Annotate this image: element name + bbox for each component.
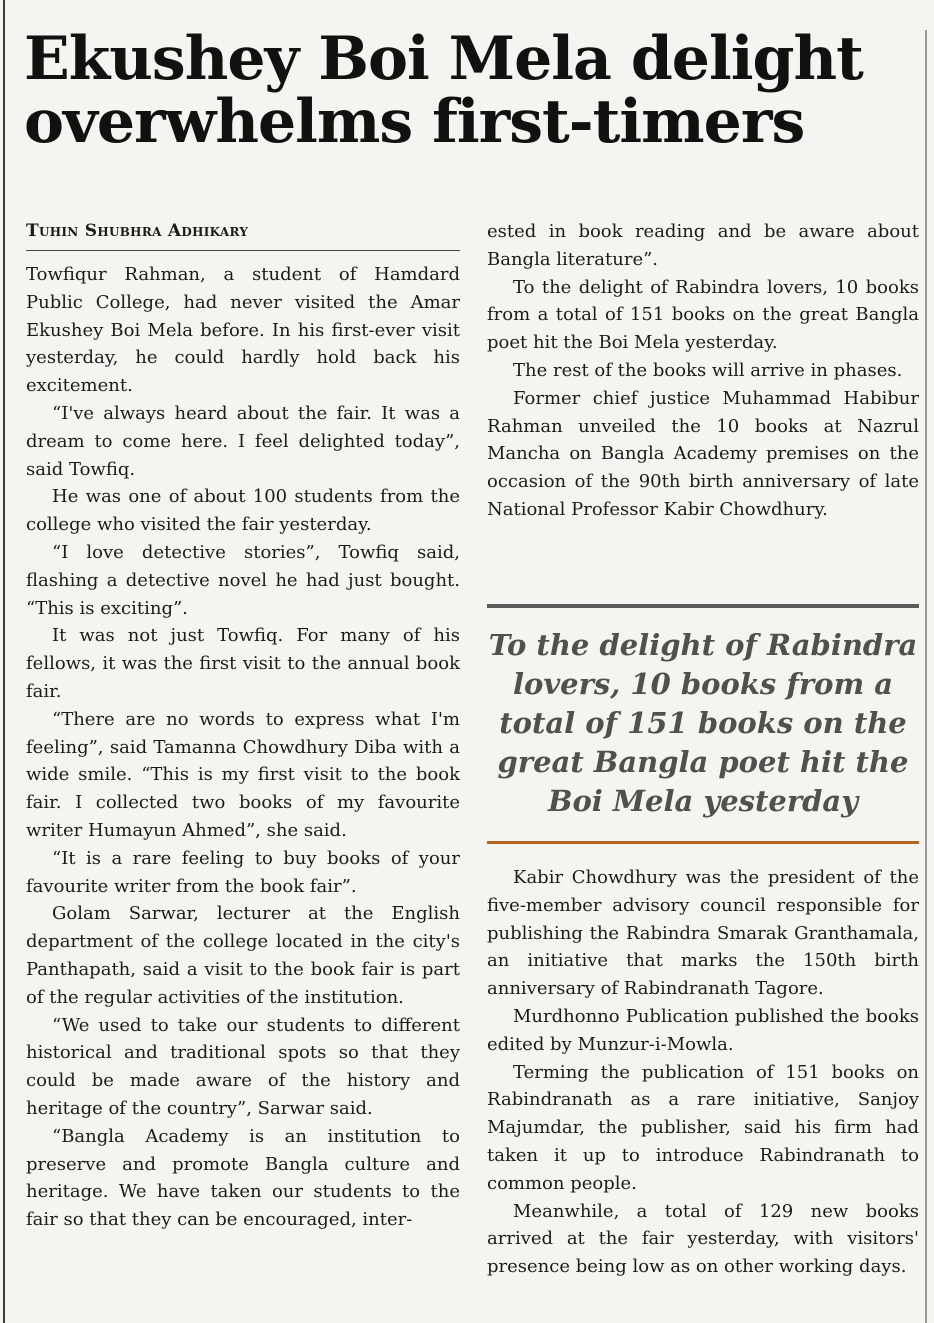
paragraph: ested in book reading and be aware about Bangla literature”. [487, 221, 919, 270]
byline-rule [26, 250, 460, 251]
page-edge-left [3, 0, 5, 1323]
paragraph: Kabir Chowdhury was the president of the five-member advisory council responsible for publishing the Rabindra Smarak Granthamala, an initiative that marks the 150th birth anniversary of Rabindranath Tagore. [487, 867, 919, 1000]
paragraph: Meanwhile, a total of 129 new books arrived at the fair yesterday, with visitors' presence being low as on other working days. [487, 1200, 919, 1278]
paragraph: The rest of the books will arrive in phases. [513, 359, 903, 381]
pull-quote-rule-top [487, 604, 919, 608]
paragraph: “It is a rare feeling to buy books of your favourite writer from the book fair”. [26, 847, 460, 897]
byline: Tuhin Shubhra Adhikary [26, 221, 249, 241]
paragraph: “Bangla Academy is an institution to preserve and promote Bangla culture and heritage. We have taken our students to the fair so that they can be encouraged, inter- [26, 1125, 460, 1231]
paragraph: He was one of about 100 students from the college who visited the fair yesterday. [26, 486, 460, 536]
paragraph: Former chief justice Muhammad Habibur Rahman unveiled the 10 books at Nazrul Mancha on Bangla Academy premises on the occasion of the 90th birth anniversary of late National Professor Kabir Chowdhury. [487, 387, 919, 520]
paragraph: “There are no words to express what I'm feeling”, said Tamanna Chowdhury Diba with a wide smile. “This is my first visit to the book fair. I collected two books of my favourite writer Humayun Ahmed”, she said. [26, 708, 460, 841]
paragraph: “We used to take our students to different historical and traditional spots so that they could be made aware of the history and heritage of the country”, Sarwar said. [26, 1014, 460, 1119]
right-column-top [487, 218, 919, 524]
paragraph: Terming the publication of 151 books on Rabindranath as a rare initiative, Sanjoy Majumdar, the publisher, said his firm had taken it up to introduce Rabindranath to common people. [487, 1061, 919, 1194]
paragraph: “I love detective stories”, Towfiq said, flashing a detective novel he had just bought. “This is exciting”. [26, 541, 460, 619]
paragraph: Towfiqur Rahman, a student of Hamdard Public College, had never visited the Amar Ekushey Boi Mela before. In his first-ever visit yesterday, he could hardly hold back his excitement. [26, 264, 460, 397]
headline: Ekushey Boi Mela delight overwhelms first-timers [24, 24, 863, 157]
paragraph: It was not just Towfiq. For many of his fellows, it was the first visit to the annual book fair. [26, 625, 460, 702]
paragraph: Murdhonno Publication published the books edited by Munzur-i-Mowla. [487, 1005, 919, 1055]
paragraph: Golam Sarwar, lecturer at the English department of the college located in the city's Panthapath, said a visit to the book fair is part of the regular activities of the institution. [26, 903, 460, 1008]
pull-quote: To the delight of Rabindra lovers, 10 books from a total of 151 books on the great Bangla poet hit the Boi Mela yesterday [488, 628, 918, 818]
left-column [26, 261, 460, 1234]
paragraph: “I've always heard about the fair. It was a dream to come here. I feel delighted today”, said Towfiq. [26, 402, 460, 480]
right-column-bottom [487, 864, 919, 1281]
paragraph: To the delight of Rabindra lovers, 10 books from a total of 151 books on the great Bangla poet hit the Boi Mela yesterday. [487, 276, 919, 354]
page-edge-right [925, 30, 927, 1323]
pull-quote-rule-bottom [487, 841, 919, 844]
